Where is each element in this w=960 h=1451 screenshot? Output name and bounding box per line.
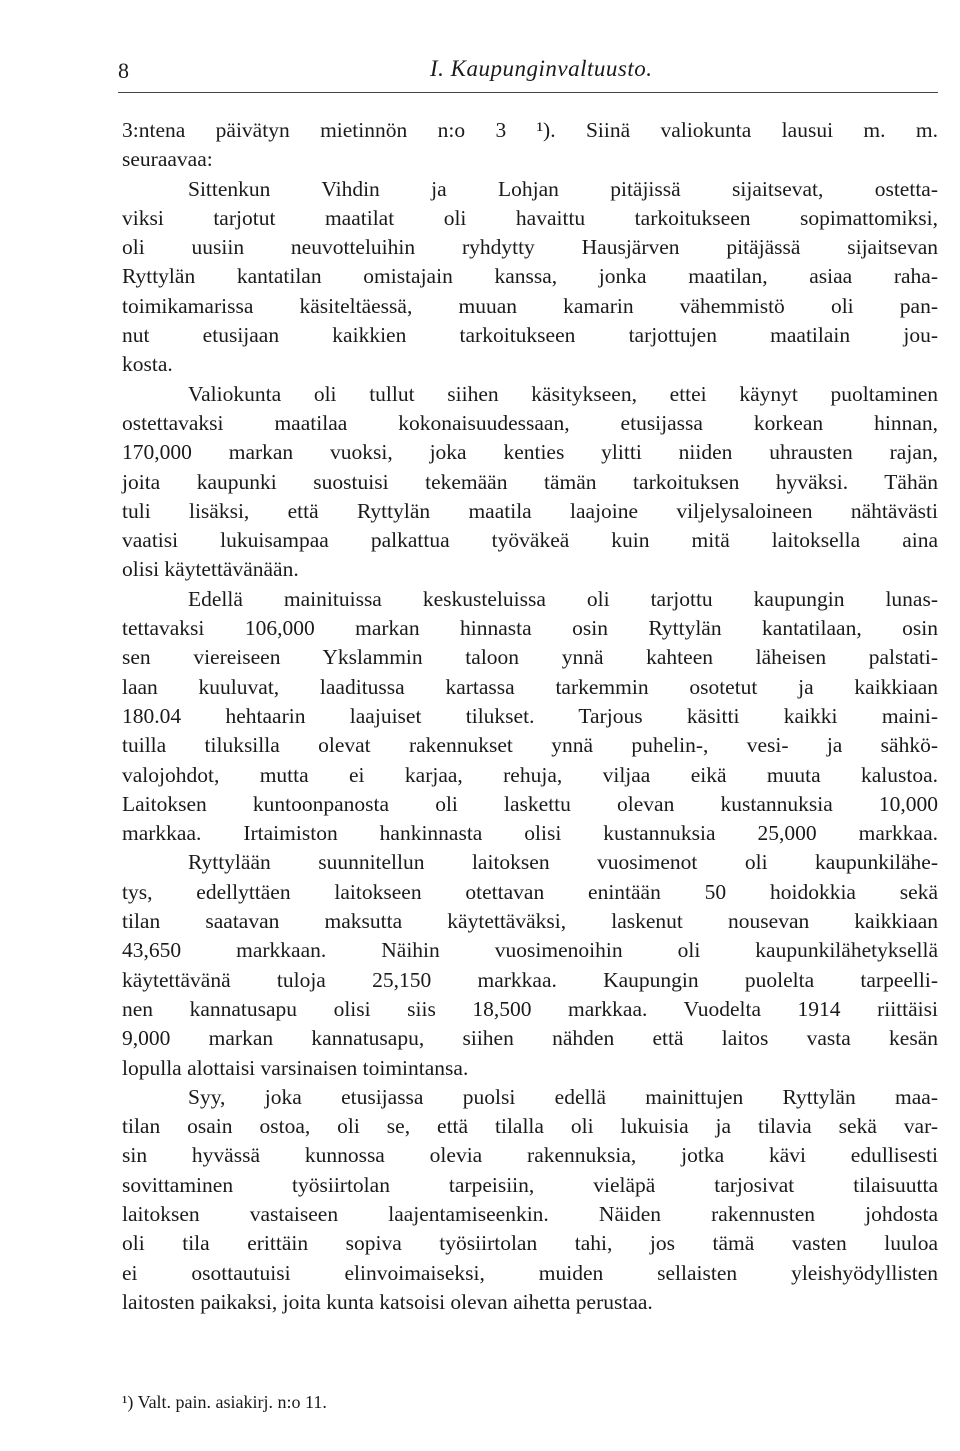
text-line: laan kuuluvat, laaditussa kartassa tarkemmin osotetut ja kaikkiaan xyxy=(122,674,938,699)
text-line: toimikamarissa käsiteltäessä, muuan kamarin vähemmistö oli pan- xyxy=(122,293,938,318)
text-line: 180.04 hehtaarin laajuiset tilukset. Tarjous käsitti kaikki maini- xyxy=(122,703,938,728)
text-line: olisi käytettävänään. xyxy=(122,557,299,582)
text-line: tilan osain ostoa, oli se, että tilalla oli lukuisia ja tilavia sekä var- xyxy=(122,1114,938,1139)
text-line: ei osottautuisi elinvoimaiseksi, muiden sellaisten yleishyödyllisten xyxy=(122,1260,938,1285)
text-line: tys, edellyttäen laitokseen otettavan enintään 50 hoidokkia sekä xyxy=(122,879,938,904)
text-line: vaatisi lukuisampaa palkattua työväkeä kuin mitä laitoksella aina xyxy=(122,528,938,553)
text-line: tuilla tiluksilla olevat rakennukset ynnä puhelin-, vesi- ja sähkö- xyxy=(122,733,938,758)
text-line: sovittaminen työsiirtolan tarpeisiin, vieläpä tarjosivat tilaisuutta xyxy=(122,1172,938,1197)
text-line: 3:ntena päivätyn mietinnön n:o 3 ¹). Siinä valiokunta lausui m. m. xyxy=(122,118,938,142)
text-line: Laitoksen kuntoonpanosta oli laskettu olevan kustannuksia 10,000 xyxy=(122,791,938,816)
text-line: nut etusijaan kaikkien tarkoitukseen tarjottujen maatilain jou- xyxy=(122,323,938,348)
text-line: viksi tarjotut maatilat oli havaittu tarkoitukseen sopimattomiksi, xyxy=(122,205,938,230)
text-line: sen viereiseen Ykslammin taloon ynnä kahteen läheisen palstati- xyxy=(122,645,938,670)
text-line: oli tila erittäin sopiva työsiirtolan tahi, jos tämä vasten luuloa xyxy=(122,1231,938,1256)
text-line: Sittenkun Vihdin ja Lohjan pitäjissä sijaitsevat, ostetta- xyxy=(188,176,938,201)
body-text xyxy=(122,116,938,1317)
text-line: sin hyvässä kunnossa olevia rakennuksia, jotka kävi edullisesti xyxy=(122,1143,938,1168)
text-line: markkaa. Irtaimiston hankinnasta olisi kustannuksia 25,000 markkaa. xyxy=(122,821,938,846)
text-line: valojohdot, mutta ei karjaa, rehuja, viljaa eikä muuta kalustoa. xyxy=(122,762,938,787)
text-line: oli uusiin neuvotteluihin ryhdytty Hausjärven pitäjässä sijaitsevan xyxy=(122,235,938,260)
text-line: tettavaksi 106,000 markan hinnasta osin Ryttylän kantatilaan, osin xyxy=(122,616,938,641)
page-header xyxy=(118,52,938,92)
text-line: 43,650 markkaan. Näihin vuosimenoihin oli kaupunkilähetyksellä xyxy=(122,938,938,963)
text-line: joita kaupunki suostuisi tekemään tämän tarkoituksen hyväksi. Tähän xyxy=(122,469,938,494)
text-line: lopulla alottaisi varsinaisen toimintansa. xyxy=(122,1055,469,1080)
text-line: Ryttylään suunnitellun laitoksen vuosimenot oli kaupunkilähe- xyxy=(188,850,938,875)
text-line: Valiokunta oli tullut siihen käsitykseen, ettei käynyt puoltaminen xyxy=(188,381,938,406)
text-line: Edellä mainituissa keskusteluissa oli tarjottu kaupungin lunas- xyxy=(188,586,938,611)
text-line: laitosten paikaksi, joita kunta katsoisi olevan aihetta perustaa. xyxy=(122,1289,653,1314)
running-head: I. Kaupunginvaltuusto. xyxy=(430,56,653,81)
header-rule xyxy=(118,92,938,93)
text-line: Ryttylän kantatilan omistajain kanssa, jonka maatilan, asiaa raha- xyxy=(122,264,938,289)
page-number: 8 xyxy=(118,58,129,83)
text-line: 9,000 markan kannatusapu, siihen nähden että laitos vasta kesän xyxy=(122,1026,938,1051)
text-line: 170,000 markan vuoksi, joka kenties ylitti niiden uhrausten rajan, xyxy=(122,440,938,465)
text-line: käytettävänä tuloja 25,150 markkaa. Kaupungin puolelta tarpeelli- xyxy=(122,967,938,992)
text-line: laitoksen vastaiseen laajentamiseenkin. Näiden rakennusten johdosta xyxy=(122,1201,938,1226)
footnote: ¹) Valt. pain. asiakirj. n:o 11. xyxy=(122,1392,327,1412)
text-line: nen kannatusapu olisi siis 18,500 markkaa. Vuodelta 1914 riittäisi xyxy=(122,996,938,1021)
text-line: kosta. xyxy=(122,352,173,377)
text-line: tilan saatavan maksutta käytettäväksi, laskenut nousevan kaikkiaan xyxy=(122,909,938,934)
text-line: Syy, joka etusijassa puolsi edellä mainittujen Ryttylän maa- xyxy=(188,1084,938,1109)
text-line: ostettavaksi maatilaa kokonaisuudessaan, etusijassa korkean hinnan, xyxy=(122,410,938,435)
text-line: tuli lisäksi, että Ryttylän maatila laajoine viljelysaloineen nähtävästi xyxy=(122,498,938,523)
text-line: seuraavaa: xyxy=(122,147,213,172)
